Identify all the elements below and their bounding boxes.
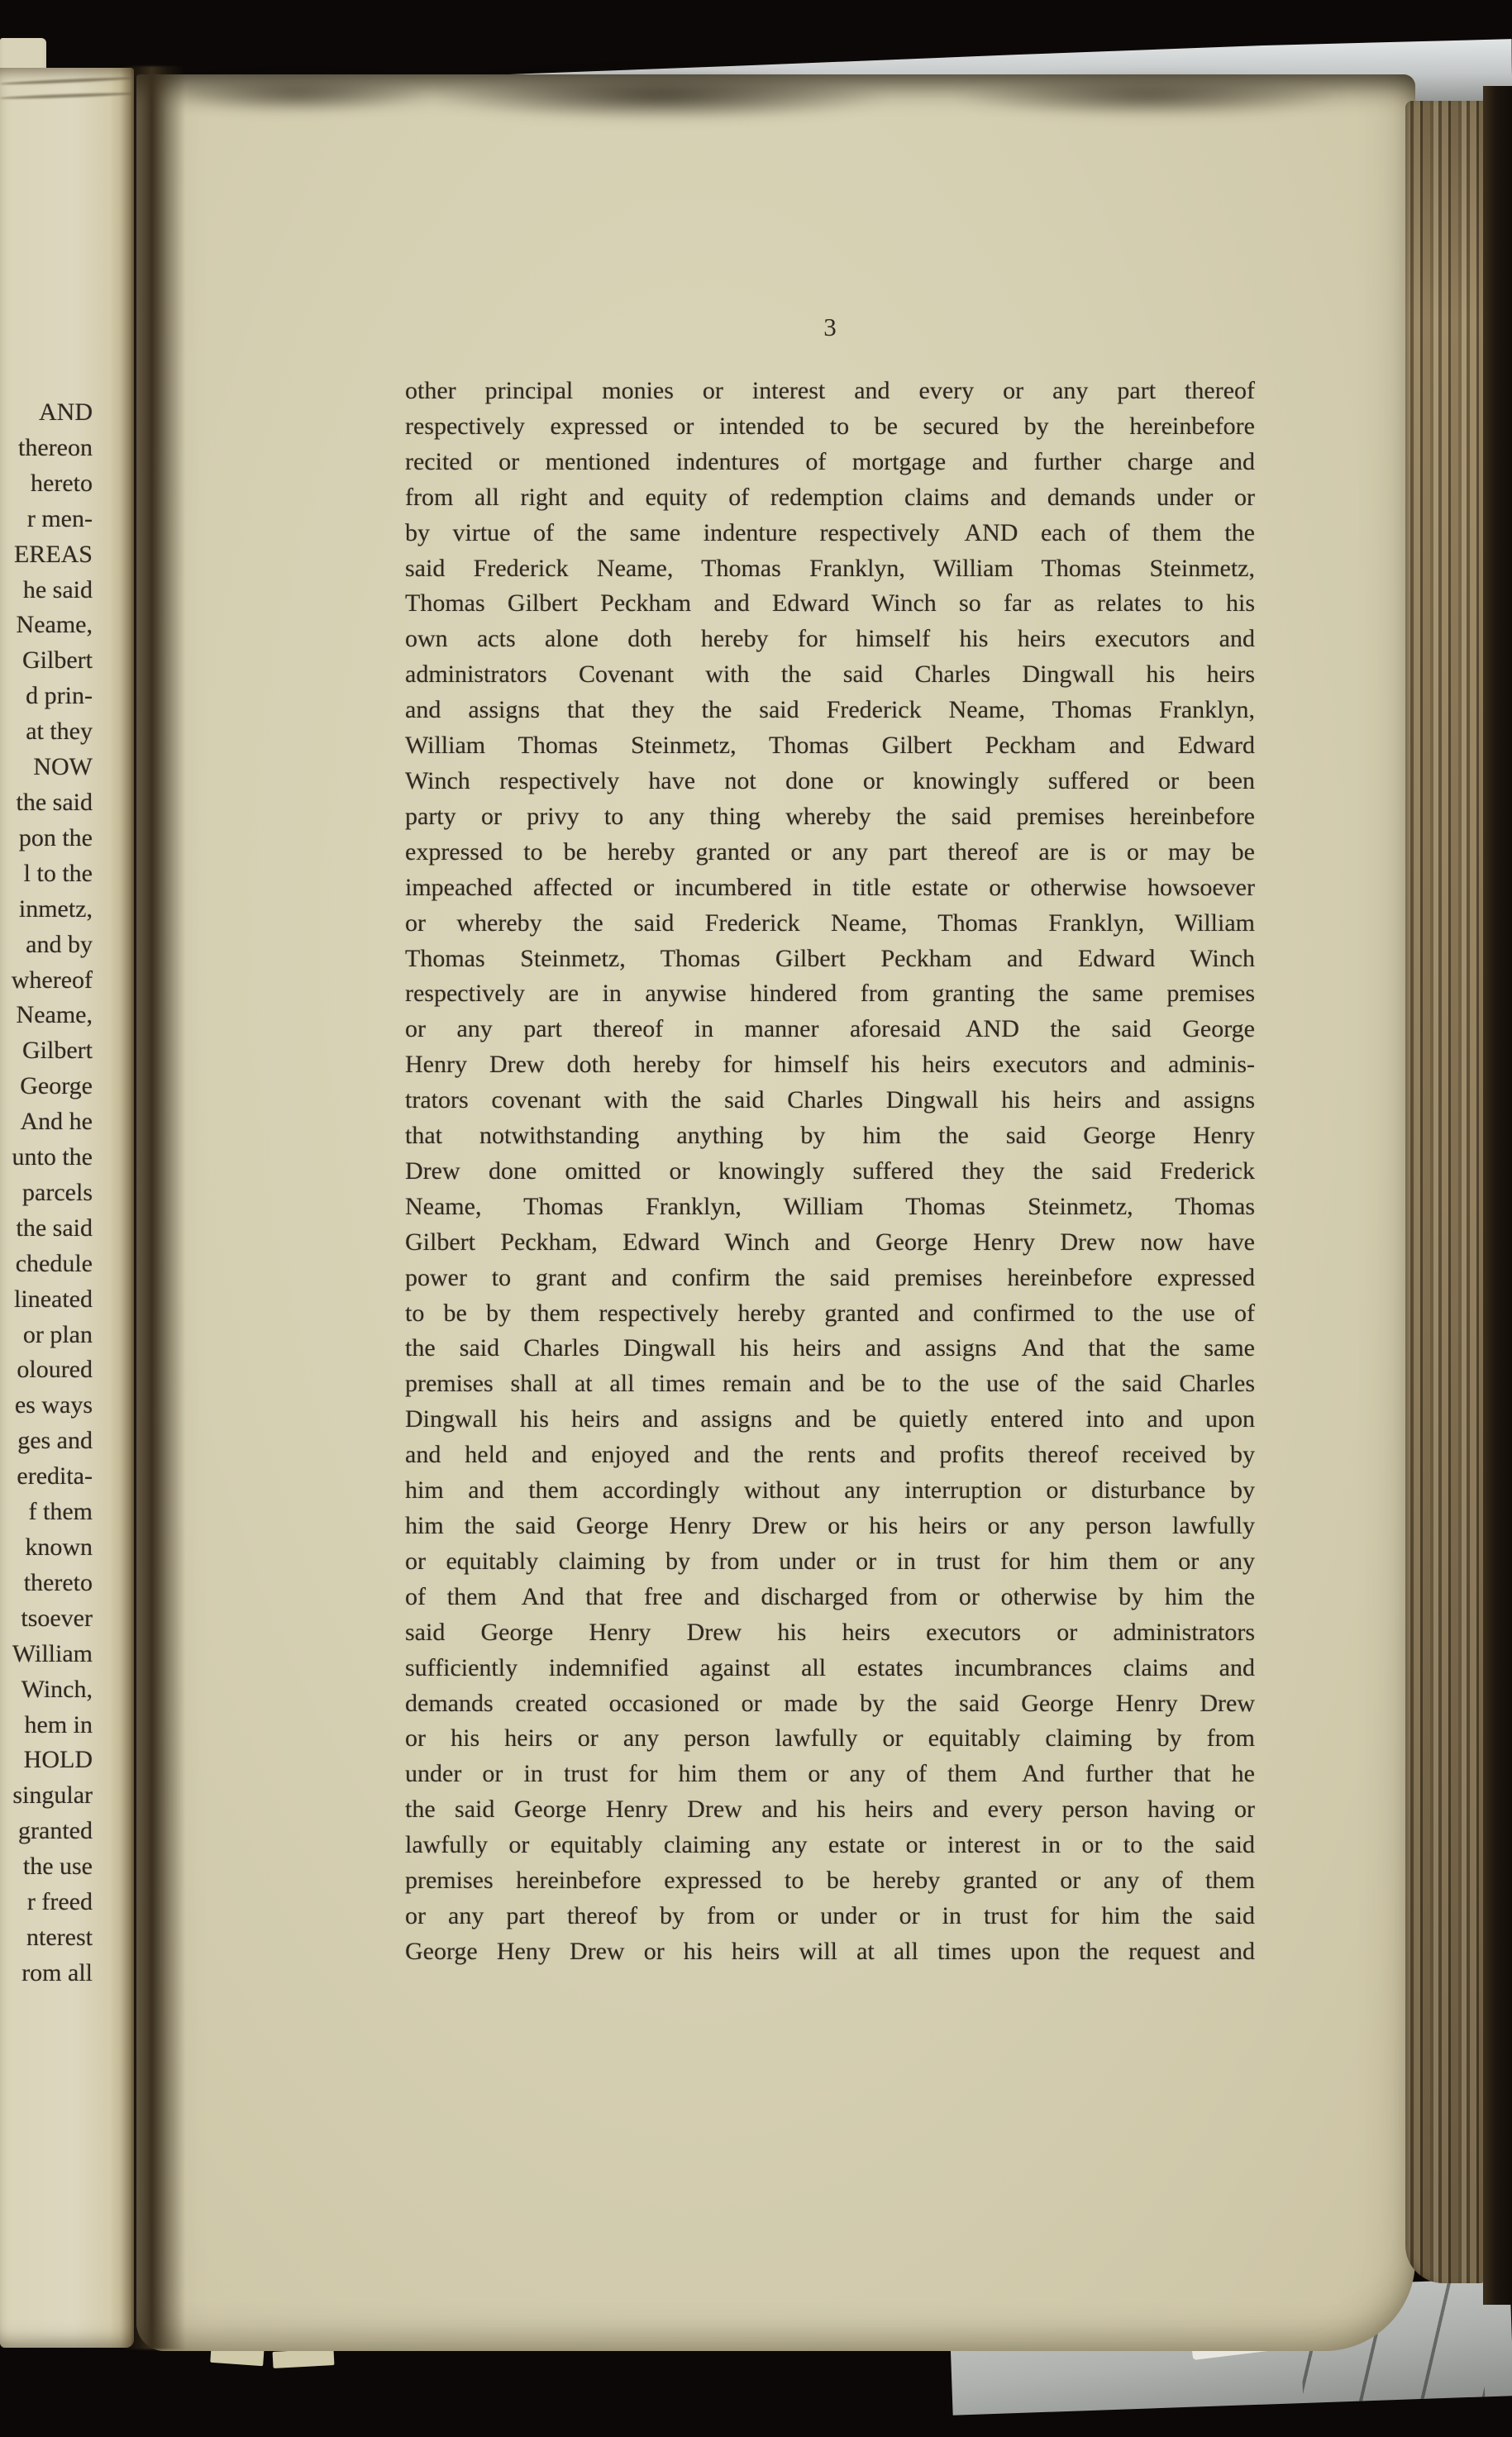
text-line: impeached affected or incumbered in title estate or otherwise howsoever [405, 873, 1255, 901]
text-line: premises shall at all times remain and be to the use of the said Charles [405, 1370, 1255, 1398]
page-stack-shadow [1483, 86, 1512, 2305]
paper-chip-bottom-2 [273, 2349, 335, 2368]
fragment-line: NOW [33, 753, 93, 781]
text-line: or any part thereof by from or under or in trust for him the said [405, 1901, 1255, 1929]
fragment-line: nterest [26, 1923, 93, 1951]
text-line: Winch respectively have not done or knowingly suffered or been [405, 766, 1255, 794]
fragment-line: the said [16, 1214, 93, 1242]
fragment-line: George [20, 1072, 93, 1100]
left-page-ridge [0, 77, 132, 86]
fragment-line: whereof [11, 966, 93, 994]
text-line: party or privy to any thing whereby the said premises hereinbefore [405, 802, 1255, 830]
text-line: by virtue of the same indenture respectively AND each of them the [405, 518, 1255, 546]
gutter-shadow [121, 66, 185, 2349]
text-line: under or in trust for him them or any of them And further that he [405, 1760, 1255, 1788]
fragment-line: known [25, 1533, 93, 1561]
text-line: of them And that free and discharged from or otherwise by him the [405, 1582, 1255, 1610]
fragment-line: thereon [18, 433, 93, 461]
fragment-line: parcels [22, 1178, 93, 1206]
text-line: Thomas Gilbert Peckham and Edward Winch so far as relates to his [405, 589, 1255, 618]
fragment-line: William [12, 1639, 93, 1667]
text-line: him and them accordingly without any interruption or disturbance by [405, 1476, 1255, 1505]
text-line: said Frederick Neame, Thomas Franklyn, William Thomas Steinmetz, [405, 554, 1255, 582]
text-line: Dingwall his heirs and assigns and be quietly entered into and upon [405, 1405, 1255, 1433]
fragment-line: hem in [24, 1710, 93, 1738]
fragment-line: d prin- [26, 682, 93, 710]
fragment-line: singular [12, 1781, 93, 1810]
top-edge-grime [430, 71, 893, 121]
text-line: or whereby the said Frederick Neame, Thomas Franklyn, William [405, 909, 1255, 937]
fragment-line: Neame, [16, 1001, 93, 1029]
text-line: and assigns that they the said Frederick Neame, Thomas Franklyn, [405, 696, 1255, 724]
fragment-line: unto the [12, 1143, 93, 1171]
text-line: expressed to be hereby granted or any part thereof are is or may be [405, 837, 1255, 866]
text-line: respectively are in anywise hindered from granting the same premises [405, 980, 1255, 1008]
fragment-line: rom all [21, 1958, 93, 1986]
text-line: sufficiently indemnified against all estates incumbrances claims and [405, 1653, 1255, 1681]
fragment-line: And he [20, 1108, 93, 1136]
fragment-line: oloured [17, 1356, 93, 1384]
text-line: that notwithstanding anything by him the said George Henry [405, 1122, 1255, 1150]
text-line: or his heirs or any person lawfully or equitably claiming by from [405, 1724, 1255, 1753]
text-line: Neame, Thomas Franklyn, William Thomas Steinmetz, Thomas [405, 1192, 1255, 1220]
fragment-line: ges and [17, 1427, 93, 1455]
fragment-line: the said [16, 788, 93, 816]
text-line: to be by them respectively hereby granted and confirmed to the use of [405, 1299, 1255, 1327]
text-line: and held and enjoyed and the rents and profits thereof received by [405, 1441, 1255, 1469]
fragment-line: or plan [22, 1320, 93, 1348]
page-number: 3 [823, 312, 837, 341]
text-line: George Heny Drew or his heirs will at all times upon the request and [405, 1937, 1255, 1965]
text-line: lawfully or equitably claiming any estate or interest in or to the said [405, 1831, 1255, 1859]
text-line: own acts alone doth hereby for himself his heirs executors and [405, 625, 1255, 653]
body-text [405, 374, 1255, 1970]
text-line: the said Charles Dingwall his heirs and assigns And that the same [405, 1334, 1255, 1362]
text-line: him the said George Henry Drew or his heirs or any person lawfully [405, 1512, 1255, 1539]
fragment-line: r freed [26, 1888, 93, 1916]
text-line: Thomas Steinmetz, Thomas Gilbert Peckham and Edward Winch [405, 944, 1255, 972]
text-line: Henry Drew doth hereby for himself his heirs executors and adminis- [405, 1051, 1255, 1079]
fragment-line: chedule [15, 1249, 93, 1277]
text-line: respectively expressed or intended to be secured by the hereinbefore [405, 412, 1255, 440]
fragment-line: he said [22, 575, 93, 603]
text-line: or equitably claiming by from under or in trust for him them or any [405, 1547, 1255, 1575]
fragment-line: r men- [26, 504, 93, 532]
text-line: from all right and equity of redemption claims and demands under or [405, 483, 1255, 511]
text-line: trators covenant with the said Charles Dingwall his heirs and assigns [405, 1086, 1255, 1114]
text-line: Drew done omitted or knowingly suffered they the said Frederick [405, 1157, 1255, 1185]
text-line: the said George Henry Drew and his heirs and every person having or [405, 1796, 1255, 1824]
text-line: William Thomas Steinmetz, Thomas Gilbert Peckham and Edward [405, 732, 1255, 760]
fragment-line: at they [26, 718, 93, 746]
left-page-ridge [0, 92, 132, 100]
fragment-line: AND [39, 398, 93, 426]
text-line: or any part thereof in manner aforesaid AND the said George [405, 1015, 1255, 1043]
fragment-line: inmetz, [18, 894, 93, 923]
fragment-line: thereto [23, 1568, 93, 1596]
fragment-line: f them [28, 1498, 93, 1526]
fragment-line: the use [22, 1853, 93, 1881]
fragment-line: Gilbert [22, 646, 93, 675]
fragment-line: Gilbert [22, 1037, 93, 1065]
fragment-line: es ways [14, 1391, 93, 1419]
fragment-line: granted [18, 1817, 93, 1845]
text-line: other principal monies or interest and every or any part thereof [405, 377, 1255, 404]
text-line: Gilbert Peckham, Edward Winch and George Henry Drew now have [405, 1228, 1255, 1256]
text-line: said George Henry Drew his heirs executors or administrators [405, 1618, 1255, 1646]
text-line: premises hereinbefore expressed to be hereby granted or any of them [405, 1867, 1255, 1895]
text-line: power to grant and confirm the said premises hereinbefore expressed [405, 1263, 1255, 1291]
fragment-line: EREAS [13, 540, 93, 568]
left-page-fragments [0, 395, 93, 1991]
fragment-line: lineated [14, 1285, 93, 1313]
top-edge-grime [165, 76, 430, 112]
fragment-line: pon the [18, 823, 93, 851]
text-line: administrators Covenant with the said Charles Dingwall his heirs [405, 661, 1255, 689]
fragment-line: eredita- [17, 1462, 93, 1490]
page-stack-fore-edge [1405, 101, 1488, 2283]
text-line: recited or mentioned indentures of mortgage and further charge and [405, 447, 1255, 475]
fragment-line: Winch, [21, 1675, 93, 1703]
fragment-line: and by [26, 930, 93, 958]
text-line: demands created occasioned or made by the said George Henry Drew [405, 1689, 1255, 1717]
fragment-line: Neame, [16, 611, 93, 639]
fragment-line: tsoever [21, 1604, 93, 1632]
fragment-line: HOLD [23, 1746, 93, 1774]
fragment-line: hereto [31, 469, 93, 497]
top-edge-grime [951, 74, 1347, 117]
fragment-line: l to the [23, 859, 93, 887]
